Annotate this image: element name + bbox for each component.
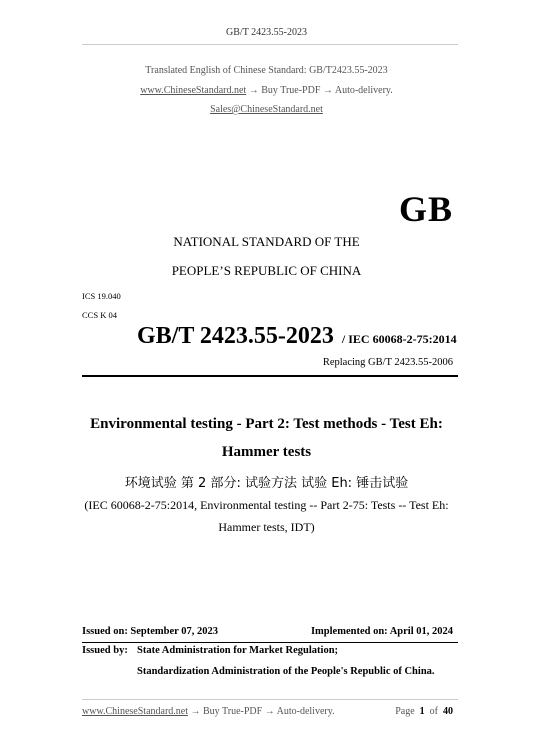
issued-date: Issued on: September 07, 2023 xyxy=(82,626,219,637)
header-divider xyxy=(82,44,458,45)
page-label: Page xyxy=(395,706,415,717)
footer-site-link[interactable]: www.ChineseStandard.net xyxy=(82,706,188,717)
page-of: of xyxy=(429,706,438,717)
running-header: GB/T 2423.55-2023 xyxy=(226,27,307,38)
issuer-line-2: Standardization Administration of the People's Republic of China. xyxy=(137,666,435,677)
title-line-2: Hammer tests xyxy=(221,444,312,460)
gb-mark: GB xyxy=(398,189,453,229)
issued-by-label: Issued by: xyxy=(82,645,128,656)
chinese-title: 环境试验 第 2 部分: 试验方法 试验 Eh: 锤击试验 xyxy=(124,476,409,491)
standard-number-line xyxy=(137,323,457,350)
iec-title-line-2: Hammer tests, IDT) xyxy=(218,520,315,534)
translation-note: Translated English of Chinese Standard: GB/T2423.55-2023 xyxy=(145,65,388,76)
ccs-code: CCS K 04 xyxy=(82,310,117,320)
ics-code: ICS 19.040 xyxy=(82,291,121,301)
page-number xyxy=(395,706,453,717)
purchase-text: → Buy True-PDF → Auto-delivery. xyxy=(246,85,393,96)
national-line-1: NATIONAL STANDARD OF THE xyxy=(173,234,360,249)
footer-purchase-text: → Buy True-PDF → Auto-delivery. xyxy=(188,706,335,717)
page-current: 1 xyxy=(419,706,425,717)
title-line-1: Environmental testing - Part 2: Test methods - Test Eh: xyxy=(90,416,443,432)
site-link[interactable]: www.ChineseStandard.net xyxy=(140,85,247,96)
iec-equivalent: / IEC 60068-2-75:2014 xyxy=(341,332,457,346)
footer-purchase xyxy=(82,706,335,717)
footer-divider xyxy=(82,699,458,700)
email-link[interactable]: Sales@ChineseStandard.net xyxy=(210,104,323,115)
purchase-line xyxy=(0,85,533,96)
page-total: 40 xyxy=(443,706,453,717)
national-line-2: PEOPLE’S REPUBLIC OF CHINA xyxy=(171,263,362,278)
iec-title-line-1: (IEC 60068-2-75:2014, Environmental testing -- Part 2-75: Tests -- Test Eh: xyxy=(84,498,449,512)
implemented-date: Implemented on: April 01, 2024 xyxy=(310,626,453,637)
replacing-note: Replacing GB/T 2423.55-2006 xyxy=(322,357,453,368)
dates-rule xyxy=(82,642,458,643)
standard-number: GB/T 2423.55-2023 xyxy=(137,323,334,349)
email-line xyxy=(0,104,533,115)
issuer-line-1: State Administration for Market Regulation; xyxy=(137,645,339,656)
standard-rule xyxy=(82,375,458,377)
